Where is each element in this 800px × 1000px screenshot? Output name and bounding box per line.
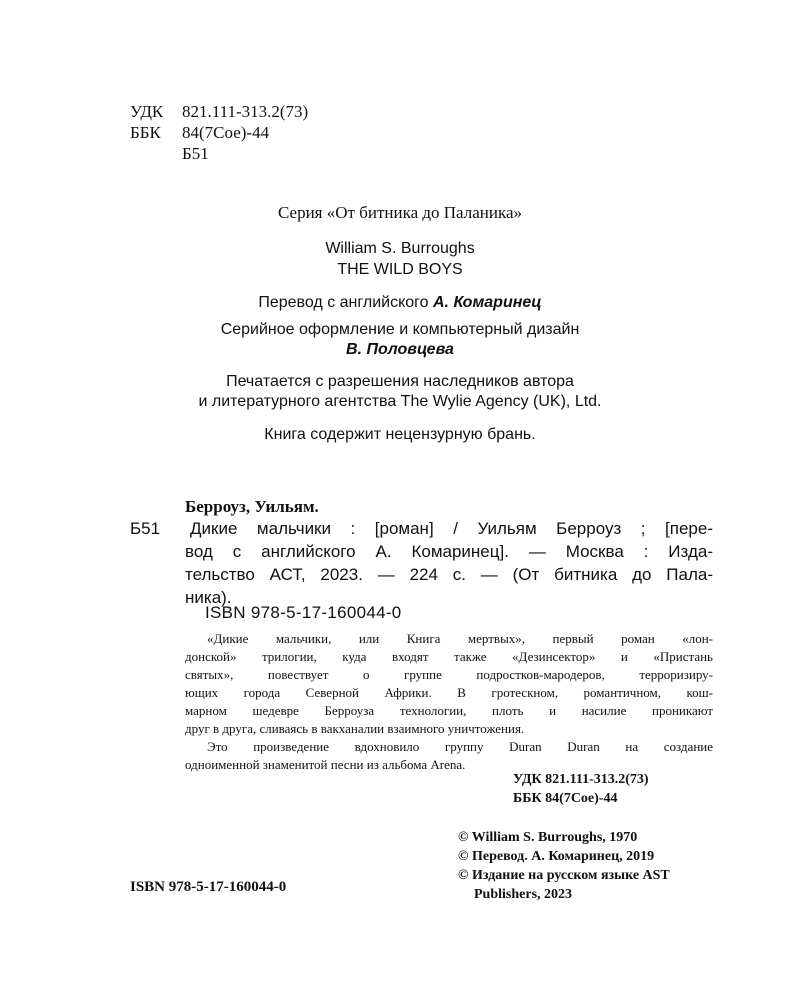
translation-prefix: Перевод с английского: [258, 294, 429, 311]
original-title: THE WILD BOYS: [337, 261, 463, 278]
bottom-udk: УДК 821.111-313.2(73): [513, 772, 649, 787]
catalog-line: вод с английского А. Комаринец]. — Москва : Изда-: [185, 542, 713, 561]
permission-line-2: и литературного агентства The Wylie Agency (UK), Ltd.: [198, 393, 602, 410]
annotation-line: Это произведение вдохновило группу Duran Duran на создание: [207, 739, 713, 754]
copyright-block: [458, 828, 670, 904]
annotation-line: донской» трилогии, куда входят также «Дезинсектор» и «Пристань: [185, 649, 713, 664]
catalog-index: Б51: [130, 519, 161, 538]
copyright-line: Publishers, 2023: [474, 887, 573, 902]
annotation-line: ющих города Северной Африки. В гротескном, романтичном, кош-: [185, 685, 713, 700]
translator-name: А. Комаринец: [433, 294, 542, 311]
catalog-author: Берроуз, Уильям.: [185, 497, 319, 516]
bottom-bbk: ББК 84(7Сое)-44: [513, 791, 618, 806]
bottom-classification-codes: [513, 770, 649, 808]
udk-value: 821.111-313.2(73): [182, 102, 309, 121]
catalog-line: Дикие мальчики : [роман] / Уильям Берроуз ; [пере-: [190, 519, 713, 538]
annotation-line: святых», повествует о группе подростков-мародеров, терроризиру-: [185, 667, 713, 682]
series-title: Серия «От битника до Паланика»: [277, 203, 523, 222]
original-author: William S. Burroughs: [325, 240, 475, 257]
annotation-line: одноименной знаменитой песни из альбома Arena.: [185, 757, 466, 772]
copyright-line: © Издание на русском языке AST: [458, 868, 670, 883]
catalog-line: ника).: [185, 588, 232, 607]
copyright-line: © Перевод. А. Комаринец, 2019: [458, 849, 655, 864]
catalog-line: тельство АСТ, 2023. — 224 с. — (От битника до Пала-: [185, 565, 713, 584]
bottom-isbn: ISBN 978-5-17-160044-0: [130, 879, 287, 895]
annotation-line: друг в друга, сливаясь в вакханалии взаимного уничтожения.: [185, 721, 525, 736]
classification-codes: [130, 101, 308, 164]
translation-credit: [0, 292, 800, 314]
annotation-line: марном шедевре Берроуза технологии, плоть и насилие проникают: [185, 703, 713, 718]
catalog-isbn: ISBN 978-5-17-160044-0: [205, 603, 402, 622]
annotation-line: «Дикие мальчики, или Книга мертвых», первый роман «лон-: [207, 631, 713, 646]
designer-name-text: В. Половцева: [346, 341, 454, 358]
udk-label: УДК: [130, 102, 164, 121]
permission-line-1: Печатается с разрешения наследников автора: [226, 373, 574, 390]
author-mark: Б51: [182, 144, 209, 163]
bbk-label: ББК: [130, 123, 161, 142]
copyright-line: © William S. Burroughs, 1970: [458, 830, 638, 845]
designer-name: [0, 339, 800, 361]
bbk-value: 84(7Сое)-44: [182, 123, 270, 142]
catalog-entry: [130, 517, 713, 609]
annotation: [185, 630, 713, 774]
design-credit: Серийное оформление и компьютерный дизайн: [220, 321, 580, 338]
content-warning: Книга содержит нецензурную брань.: [264, 426, 536, 443]
